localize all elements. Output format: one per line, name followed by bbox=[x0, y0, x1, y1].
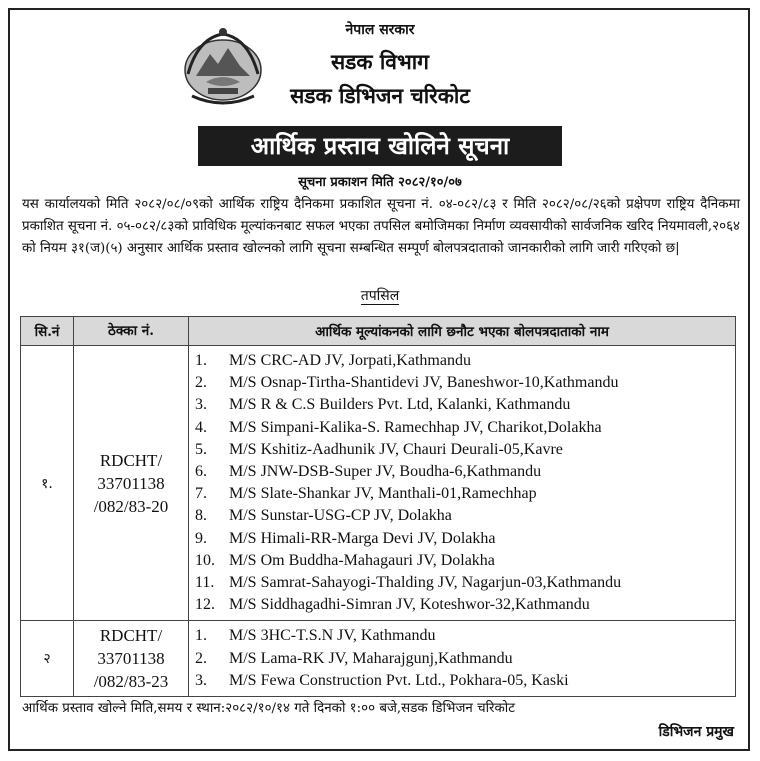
publication-date: सूचना प्रकाशन मिति २०८२/१०/०७ bbox=[298, 175, 462, 190]
row-sn: १. bbox=[21, 346, 74, 621]
division-name: सडक डिभिजन चरिकोट bbox=[290, 83, 470, 108]
table-row bbox=[21, 621, 736, 697]
list-item: 8. M/S Sunstar-USG-CP JV, Dolakha bbox=[195, 507, 452, 525]
list-item: 1. M/S 3HC-T.S.N JV, Kathmandu bbox=[195, 627, 436, 645]
list-item: 2. M/S Osnap-Tirtha-Shantidevi JV, Baneshwor-10,Kathmandu bbox=[195, 374, 619, 392]
list-item: 10. M/S Om Buddha-Mahagauri JV, Dolakha bbox=[195, 551, 495, 569]
list-item: 5. M/S Kshitiz-Aadhunik JV, Chauri Deurali-05,Kavre bbox=[195, 440, 563, 458]
bidder-list bbox=[189, 621, 736, 697]
contract-number: RDCHT/ 33701138 /082/83-20 bbox=[74, 346, 189, 621]
department-name: सडक विभाग bbox=[330, 49, 429, 74]
schedule-heading: तपसिल bbox=[360, 288, 400, 304]
list-item: 1. M/S CRC-AD JV, Jorpati,Kathmandu bbox=[195, 352, 471, 369]
row-sn: २ bbox=[21, 621, 74, 697]
col-header-bidders: आर्थिक मूल्यांकनको लागि छनौट भएका बोलपत्रदाताको नाम bbox=[189, 317, 736, 346]
list-item: 4. M/S Simpani-Kalika-S. Ramechhap JV, Charikot,Dolakha bbox=[195, 418, 602, 436]
contract-number: RDCHT/ 33701138 /082/83-23 bbox=[74, 621, 189, 697]
list-item: 7. M/S Slate-Shankar JV, Manthali-01,Ramechhap bbox=[195, 485, 537, 503]
list-item: 9. M/S Himali-RR-Marga Devi JV, Dolakha bbox=[195, 529, 496, 547]
list-item: 12. M/S Siddhagadhi-Simran JV, Koteshwor-32,Kathmandu bbox=[195, 596, 590, 614]
list-item: 2. M/S Lama-RK JV, Maharajgunj,Kathmandu bbox=[195, 649, 513, 667]
list-item: 3. M/S Fewa Construction Pvt. Ltd., Pokhara-05, Kaski bbox=[195, 671, 569, 689]
list-item: 6. M/S JNW-DSB-Super JV, Boudha-6,Kathmandu bbox=[195, 463, 542, 481]
table-row bbox=[21, 346, 736, 621]
list-item: 3. M/S R & C.S Builders Pvt. Ltd, Kalanki, Kathmandu bbox=[195, 396, 571, 414]
bidder-table bbox=[20, 316, 736, 697]
opening-schedule-text: आर्थिक प्रस्ताव खोल्ने मिति,समय र स्थान:२०८२/१०/१४ गते दिनको १:०० बजे,सडक डिभिजन चरिकोट bbox=[22, 701, 516, 716]
table-header-row bbox=[21, 317, 736, 346]
signature-title: डिभिजन प्रमुख bbox=[658, 724, 734, 740]
col-header-contract: ठेक्का नं. bbox=[74, 317, 189, 346]
col-header-sn: सि.नं bbox=[21, 317, 74, 346]
list-item: 11. M/S Samrat-Sahayogi-Thalding JV, Nagarjun-03,Kathmandu bbox=[195, 574, 622, 592]
bidder-list bbox=[189, 346, 736, 621]
notice-body: यस कार्यालयको मिति २०८२/०८/०९को आर्थिक राष्ट्रिय दैनिकमा प्रकाशित सूचना नं. ०४-०८२/८३ र मिति २०८२/०८/२६को प्रक्षेपण राष्ट्रिय दैनिकमा प्रकाशित सूचना नं. ०५-०८२/८३को प्राविधिक मूल्यांकनबाट सफल भएका तपसिल बमोजिमका निर्माण व्यवसायीको सार्वजनिक खरिद नियमावली,२०६४ को नियम ३१(ज)(५) अनुसार आर्थिक प्रस्ताव खोल्नको लागि सूचना सम्बन्धित सम्पूर्ण बोलपत्रदाताको जानकारीको लागि जारी गरिएको छ| bbox=[22, 197, 740, 256]
government-name: नेपाल सरकार bbox=[345, 22, 415, 38]
notice-title: आर्थिक प्रस्ताव खोलिने सूचना bbox=[198, 126, 562, 166]
